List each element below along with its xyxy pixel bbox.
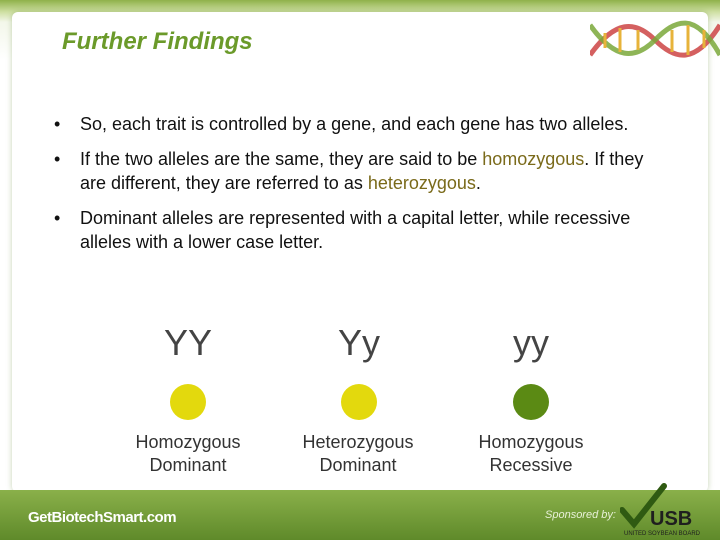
bullet-dot: • (54, 208, 61, 228)
genotype-label (451, 431, 611, 477)
genotype-symbol-Yy: Yy (337, 322, 380, 363)
label-line: Recessive (489, 455, 573, 475)
bullet-text: If the two alleles are the same, they are said to be (80, 149, 483, 169)
bullet-item (44, 206, 644, 254)
bullet-item (44, 147, 644, 195)
bullet-text: . If they are different, they are referred to as (80, 149, 644, 193)
term-homozygous: homozygous (482, 149, 585, 169)
allele-color-circle (513, 384, 549, 420)
getbiotechsmart-logo: GetBiotechSmart.com (28, 509, 177, 526)
genotype-symbol-YY: YY (163, 322, 213, 363)
label-line: Dominant (319, 455, 397, 475)
bullet-text: Dominant alleles are represented with a capital letter, while recessive alleles with a lower case letter. (80, 208, 631, 252)
usb-subtext: UNITED SOYBEAN BOARD (624, 531, 700, 537)
bullet-dot: • (54, 149, 61, 169)
allele-color-circle (170, 384, 206, 420)
sponsored-by-text: Sponsored by: (545, 509, 616, 521)
label-line: Homozygous (478, 432, 584, 452)
bullet-item (44, 112, 644, 136)
dna-helix-icon (590, 0, 720, 80)
label-line: Homozygous (135, 432, 241, 452)
bullet-text: . (475, 173, 481, 193)
slide-title: Further Findings (62, 28, 253, 55)
genotype-label (108, 431, 268, 477)
genotype-label (278, 431, 438, 477)
bullet-text: So, each trait is controlled by a gene, and each gene has two alleles. (80, 114, 629, 134)
label-line: Heterozygous (302, 432, 414, 452)
bullet-list (44, 112, 644, 265)
genotype-symbol-yy: yy (513, 322, 549, 363)
usb-letters: USB (650, 508, 693, 530)
allele-color-circle (341, 384, 377, 420)
usb-checkmark-logo (620, 480, 700, 538)
term-heterozygous: heterozygous (367, 173, 476, 193)
label-line: Dominant (149, 455, 227, 475)
bullet-dot: • (54, 114, 61, 134)
